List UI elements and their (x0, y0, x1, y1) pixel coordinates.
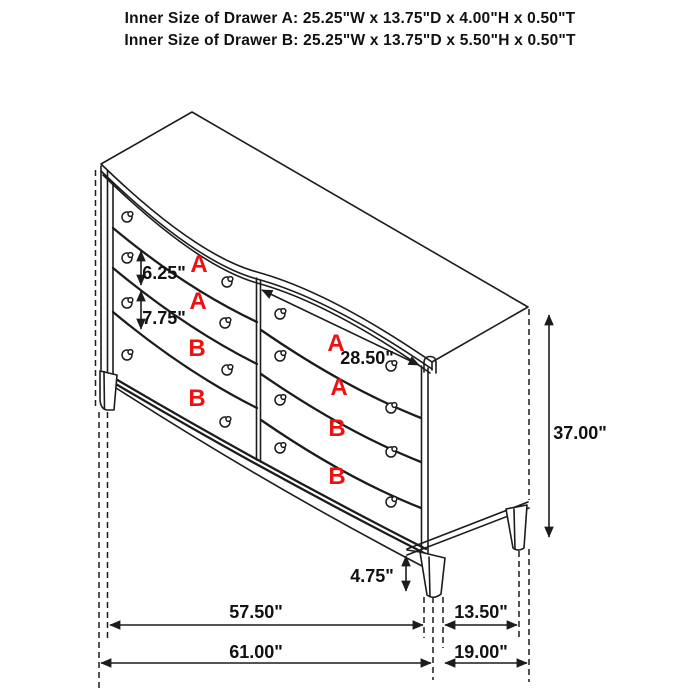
dimension-value: 7.75" (142, 308, 186, 328)
dimension-depth-between-legs (445, 602, 517, 625)
dimension-value: 6.25" (142, 263, 186, 283)
dimension-overall-width (101, 642, 431, 663)
dresser-drawing (96, 112, 530, 597)
dimension-value: 28.50" (340, 348, 394, 368)
drawer-bank-divider (257, 278, 261, 462)
drawer-label: B (188, 335, 206, 362)
dimension-value: 57.50" (229, 602, 283, 622)
drawer-label: B (328, 463, 346, 490)
dimension-value: 37.00" (553, 423, 607, 443)
dimension-value: 61.00" (229, 642, 283, 662)
dimension-value: 4.75" (350, 566, 394, 586)
back-right-leg (506, 505, 527, 550)
drawer-label: A (330, 374, 348, 401)
dresser-top-face (101, 112, 528, 373)
dresser-right-stile (422, 366, 429, 553)
drawer-label: A (190, 251, 208, 278)
dimension-overall-depth (445, 642, 527, 663)
dresser-bottom-rail (104, 372, 426, 566)
dimension-width-between-legs (110, 602, 423, 625)
drawer-label: B (328, 415, 346, 442)
drawer-label: A (189, 288, 207, 315)
dresser-legs (100, 371, 527, 597)
dimension-value: 19.00" (454, 642, 508, 662)
dimension-overall-height (549, 315, 607, 537)
inner-size-drawer-a: Inner Size of Drawer A: 25.25"W x 13.75"D x 4.00"H x 0.50"T (124, 10, 576, 27)
dimension-leg-height (350, 556, 406, 591)
front-right-leg (420, 552, 445, 597)
inner-size-drawer-b: Inner Size of Drawer B: 25.25"W x 13.75"D x 5.50"H x 0.50"T (124, 32, 576, 49)
front-left-leg (100, 371, 117, 410)
drawer-label: B (188, 385, 206, 412)
dimension-value: 13.50" (454, 602, 508, 622)
drawer-label: A (327, 330, 345, 357)
